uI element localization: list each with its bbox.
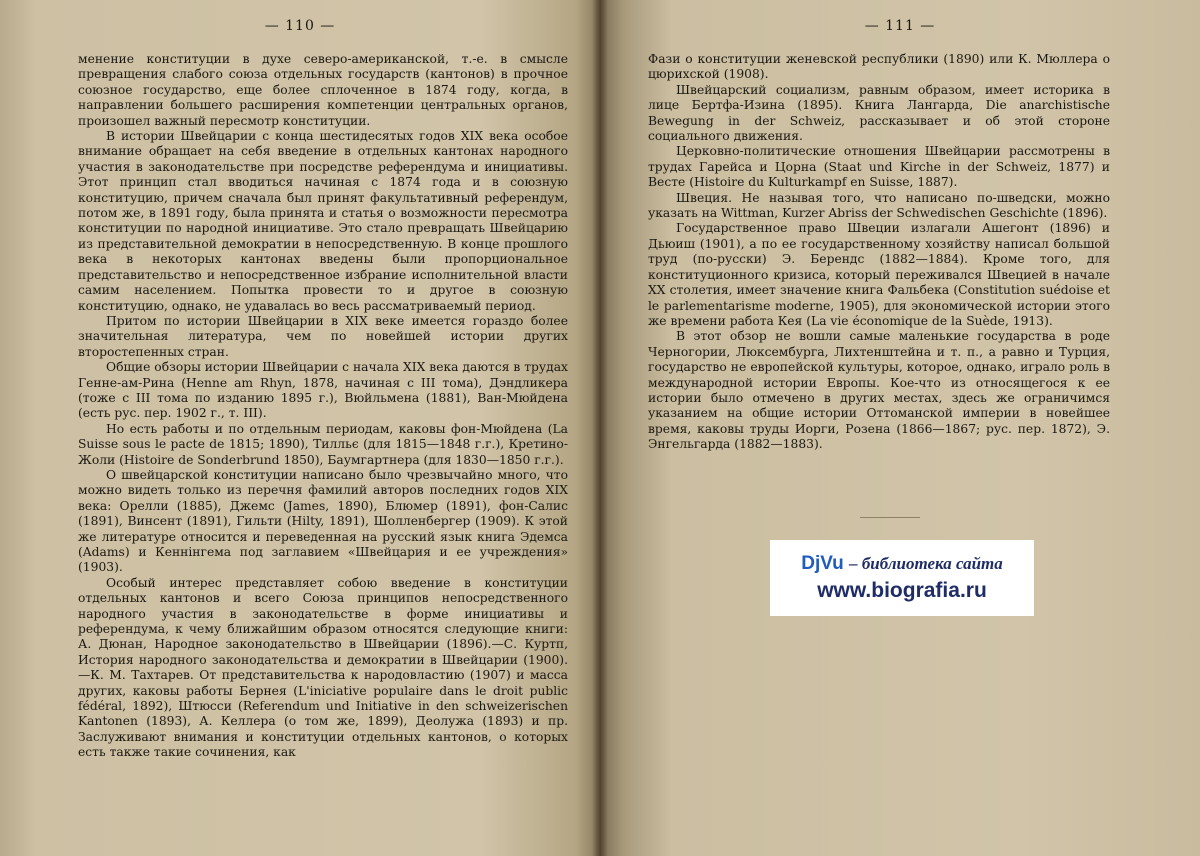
paragraph: Государственное право Швеции излагали Ашегонт (1896) и Дьюиш (1901), а по ее государственному хозяйству написал большой труд (по-русски) Э. Берендс (1882—1884). Кроме того, для конституционного кризиса, который переживался Швецией в начале XX столетия, имеет значение книга Фальбека (Constitution suédoise et le parlementarisme moderne, 1905), для экономической истории этого же времени работа Кея (La vie économique de la Suède, 1913).	[648, 221, 1110, 328]
page-number: — 110 —	[264, 18, 336, 34]
paragraph: В истории Швейцарии с конца шестидесятых годов XIX века особое внимание обращает на себя введение в отдельных кантонах народного участия в законодательстве при посредстве референдума и инициативы. Этот принцип стал вводиться начиная с 1874 года и в союзную конституцию, причем сначала был принят факультативный референдум, потом же, в 1891 году, была принята и статья о возможности пересмотра конституции по народной инициативе. Это стало превращать Швейцарию из представительной демократии в непосредственную. В конце прошлого века в некоторых кантонах введены были пропорциональное представительство и непосредственное избрание исполнительной власти самим населением. Попытка провести то и другое в союзную конституцию, однако, не удавалась во весь рассматриваемый период.	[78, 129, 568, 313]
watermark-brand: DjVu	[801, 553, 844, 574]
paragraph: Притом по истории Швейцарии в XIX веке имеется гораздо более значительная литература, чем по новейшей истории других второстепенных стран.	[78, 313, 568, 359]
paragraph: менение конституции в духе северо-американской, т.-е. в смысле превращения слабого союза отдельных государств (кантонов) в прочное союзное государство, еще более сплоченное в 1874 году, когда, в направлении большего расширения компетенции центральных органов, произошел важный пересмотр конституции.	[78, 52, 568, 128]
section-divider	[860, 517, 920, 518]
page-text	[648, 52, 1110, 453]
paragraph: В этот обзор не вошли самые маленькие государства в роде Черногории, Люксембурга, Лихтенштейна и т. п., а равно и Турция, государство не европейской культуры, которое, однако, играло роль в международной истории Европы. Кое-что из относящегося к ее истории было отмечено в других местах, здесь же ограничимся указанием на общие истории Оттоманской империи в новейшее время, каковы труды Иорги, Розена (1866—1867; рус. пер. 1872), Э. Энгельгарда (1882—1883).	[648, 329, 1110, 452]
watermark-line-1	[801, 553, 1003, 575]
watermark-stamp	[770, 540, 1034, 616]
paragraph: Особый интерес представляет собою введение в конституции отдельных кантонов и всего Союза принципов непосредственного народного участия в законодательстве в форме инициативы и референдума, к чему ближайшим образом относятся следующие книги: А. Дюнан, Народное законодательство в Швейцарии (1896).—С. Куртп, История народного законодательства и демократии в Швейцарии (1900).—К. М. Тахтарев. От представительства к народовластию (1907) и масса других, каковы работы Бернея (L'iniciative populaire dans le droit public fédéral, 1892), Штюсси (Referendum und Initiative in den schweizerischen Kantonen (1893), А. Келлера (о том же, 1899), Деолужа (1893) и пр. Заслуживают внимания и конституции отдельных кантонов, о которых есть также такие сочинения, как	[78, 575, 568, 760]
paragraph: О швейцарской конституции написано было чрезвычайно много, что можно видеть только из перечня фамилий авторов последних годов XIX века: Орелли (1885), Джемс (James, 1890), Блюмер (1891), фон-Салис (1891), Винсент (1891), Гильти (Hilty, 1891), Шолленбергер (1909). К этой же литературе относится и переведенная на русский язык книга Эдемса (Adams) и Кеннінгема под заглавием «Швейцария и ее учреждения» (1903).	[78, 467, 568, 575]
paragraph: Но есть работы и по отдельным периодам, каковы фон-Мюйдена (La Suisse sous le pacte de 1815; 1890), Тилльє (для 1815—1848 г.г.), Кретино-Жоли (Histoire de Sonderbrund 1850), Баумгартнера (для 1830—1850 г.г.).	[78, 421, 568, 467]
paragraph: Общие обзоры истории Швейцарии с начала XIX века даются в трудах Генне-ам-Рина (Henne am Rhyn, 1878, начиная с III тома), Дэндликера (тоже с III тома по изданию 1895 г.), Вюйльмена (1881), Ван-Мюйдена (есть рус. пер. 1902 г., т. III).	[78, 360, 568, 421]
right-page	[600, 0, 1200, 856]
page-number: — 111 —	[864, 18, 936, 34]
book-spine	[592, 0, 608, 856]
page-text	[78, 52, 568, 761]
paragraph: Церковно-политические отношения Швейцарии рассмотрены в трудах Гарейса и Цорна (Staat und Kirche in der Schweiz, 1877) и Весте (Histoire du Kulturkampf en Suisse, 1887).	[648, 144, 1110, 190]
paragraph: Швеция. Не называя того, что написано по-шведски, можно указать на Wittman, Kurzer Abriss der Schwedischen Geschichte (1896).	[648, 190, 1110, 221]
paragraph: Швейцарский социализм, равным образом, имеет историка в лице Бертфа-Изина (1895). Книга Лангарда, Die anarchistische Bewegung in der Schweiz, рассказывает и об этой стороне социального движения.	[648, 82, 1110, 144]
watermark-caption: – библиотека сайта	[849, 554, 1003, 573]
watermark-url: www.biografia.ru	[817, 579, 987, 602]
paragraph: Фази о конституции женевской республики (1890) или К. Мюллера о цюрихской (1908).	[648, 52, 1110, 82]
